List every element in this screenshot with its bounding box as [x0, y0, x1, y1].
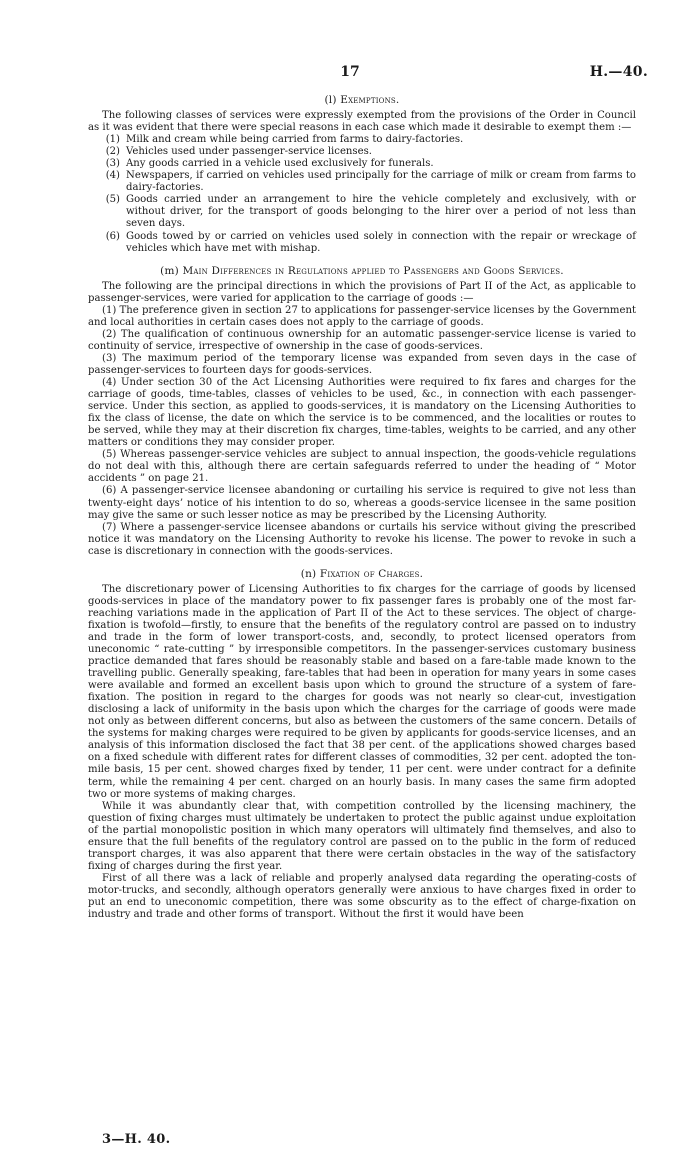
- section-heading-title: Fixation of Charges.: [319, 567, 424, 580]
- item-number: (5): [105, 194, 120, 206]
- exemptions-list: [88, 134, 636, 254]
- paragraph: (3) The maximum period of the temporary license was expanded from seven days in the case of passenger-services to fourteen days for goods-services.: [88, 352, 636, 376]
- section-heading-prefix: (m): [160, 264, 183, 277]
- section-heading-fixation-of-charges: [88, 568, 636, 580]
- item-number: (1): [105, 134, 120, 146]
- section-heading-prefix: (l): [324, 94, 341, 106]
- paragraph: (1) The preference given in section 27 to applications for passenger-service licenses by the Government and local authorities in certain cases does not apply to the carriage of goods.: [88, 304, 636, 328]
- item-number: (4): [105, 170, 120, 182]
- paragraph: (5) Whereas passenger-service vehicles are subject to annual inspection, the goods-vehicle regulations do not deal with this, although there are certain safeguards referred to under the heading of “ Motor accidents ” on page 21.: [88, 449, 636, 485]
- page-body: [88, 94, 636, 921]
- paragraph: (2) The qualification of continuous ownership for an automatic passenger-service license is varied to continuity of service, irrespective of ownership in the case of goods-services.: [88, 328, 636, 352]
- section-heading-exemptions: [88, 94, 636, 106]
- item-number: (3): [105, 158, 120, 170]
- list-item: [88, 146, 636, 158]
- item-text: Goods carried under an arrangement to hire the vehicle completely and exclusively, with or without driver, for the transport of goods belonging to the hirer over a period of not less than seven days.: [126, 194, 636, 230]
- signature-mark: 3—H. 40.: [102, 1132, 171, 1147]
- section-heading-main-differences: [88, 265, 636, 277]
- paragraph: The following are the principal directions in which the provisions of Part II of the Act, as applicable to passenger-services, were varied for application to the carriage of goods :—: [88, 280, 636, 304]
- section-heading-title: Main Differences in Regulations applied to Passengers and Goods Services.: [182, 264, 564, 277]
- item-text: Goods towed by or carried on vehicles used solely in connection with the repair or wreckage of vehicles which have met with mishap.: [126, 230, 636, 254]
- paragraph: The discretionary power of Licensing Authorities to fix charges for the carriage of goods by licensed goods-services in place of the mandatory power to fix passenger fares is probably one of the most far-reaching variations made in the application of Part II of the Act to these services. The object of charge-fixation is twofold—firstly, to ensure that the benefits of the regulatory control are passed on to industry and trade in the form of lower transport-costs, and, secondly, to protect licensed operators from uneconomic “ rate-cutting ” by irresponsible competitors. In the passenger-services customary business practice demanded that fares should be reasonably stable and based on a fare-table made known to the travelling public. Generally speaking, fare-tables that had been in operation for many years in some cases were available and formed an excellent basis upon which to ground the structure of a system of fare-fixation. The position in regard to the charges for goods was not nearly so clear-cut, investigation disclosing a lack of uniformity in the basis upon which the charges for the carriage of goods were made not only as between different concerns, but also as between the customers of the same concern. Details of the systems for making charges were required to be given by applicants for goods-service licenses, and an analysis of this information disclosed the fact that 38 per cent. of the applications showed charges based on a fixed schedule with different rates for different classes of commodities, 32 per cent. adopted the ton-mile basis, 15 per cent. showed charges fixed by tender, 11 per cent. were under contract for a definite term, while the remaining 4 per cent. charged on an hourly basis. In many cases the same firm adopted two or more systems of making charges.: [88, 583, 636, 800]
- list-item: [88, 134, 636, 146]
- page-header: [0, 64, 700, 84]
- item-text: Milk and cream while being carried from farms to dairy-factories.: [126, 134, 464, 146]
- section-heading-prefix: (n): [300, 567, 320, 580]
- paragraph: First of all there was a lack of reliable and properly analysed data regarding the operating-costs of motor-trucks, and secondly, although operators generally were anxious to have charges fixed in order to put an end to uneconomic competition, there was some obscurity as to the effect of charge-fixation on industry and trade and other forms of transport. Without the first it would have been: [88, 872, 636, 921]
- item-text: Newspapers, if carried on vehicles used principally for the carriage of milk or cream from farms to dairy-factories.: [126, 170, 636, 194]
- list-item: [88, 158, 636, 170]
- paragraph: While it was abundantly clear that, with competition controlled by the licensing machinery, the question of fixing charges must ultimately be undertaken to protect the public against undue exploitation of the partial monopolistic position in which many operators will ultimately find themselves, and also to ensure that the full benefits of the regulatory control are passed on to the public in the form of reduced transport charges, it was also apparent that there were certain obstacles in the way of the satisfactory fixing of charges during the first year.: [88, 800, 636, 872]
- paragraph: (7) Where a passenger-service licensee abandons or curtails his service without giving the prescribed notice it was mandatory on the Licensing Authority to revoke his license. The power to revoke in such a case is discretionary in connection with the goods-services.: [88, 521, 636, 557]
- paragraph: (4) Under section 30 of the Act Licensing Authorities were required to fix fares and charges for the carriage of goods, time-tables, classes of vehicles to be used, &c., in connection with each passenger-service. Under this section, as applied to goods-services, it is mandatory on the Licensing Authorities to fix the class of license, the date on which the service is to be commenced, and the localities or routes to be served, while they may at their discretion fix charges, time-tables, weights to be carried, and any other matters or conditions they may consider proper.: [88, 377, 636, 449]
- list-item: [88, 170, 636, 194]
- document-reference: H.—40.: [589, 64, 648, 80]
- item-number: (2): [105, 146, 120, 158]
- item-text: Any goods carried in a vehicle used exclusively for funerals.: [126, 158, 434, 170]
- list-item: [88, 231, 636, 255]
- page-number: 17: [340, 64, 360, 80]
- exemptions-intro: The following classes of services were expressly exempted from the provisions of the Order in Council as it was evident that there were special reasons in each case which made it desirable to exempt them :—: [88, 110, 636, 134]
- list-item: [88, 194, 636, 230]
- paragraph: (6) A passenger-service licensee abandoning or curtailing his service is required to give not less than twenty-eight days’ notice of his intention to do so, whereas a goods-service licensee in the same position may give the same or such lesser notice as may be prescribed by the Licensing Authority.: [88, 485, 636, 521]
- item-text: Vehicles used under passenger-service licenses.: [126, 146, 372, 158]
- item-number: (6): [105, 230, 120, 242]
- section-heading-title: Exemptions.: [340, 94, 400, 106]
